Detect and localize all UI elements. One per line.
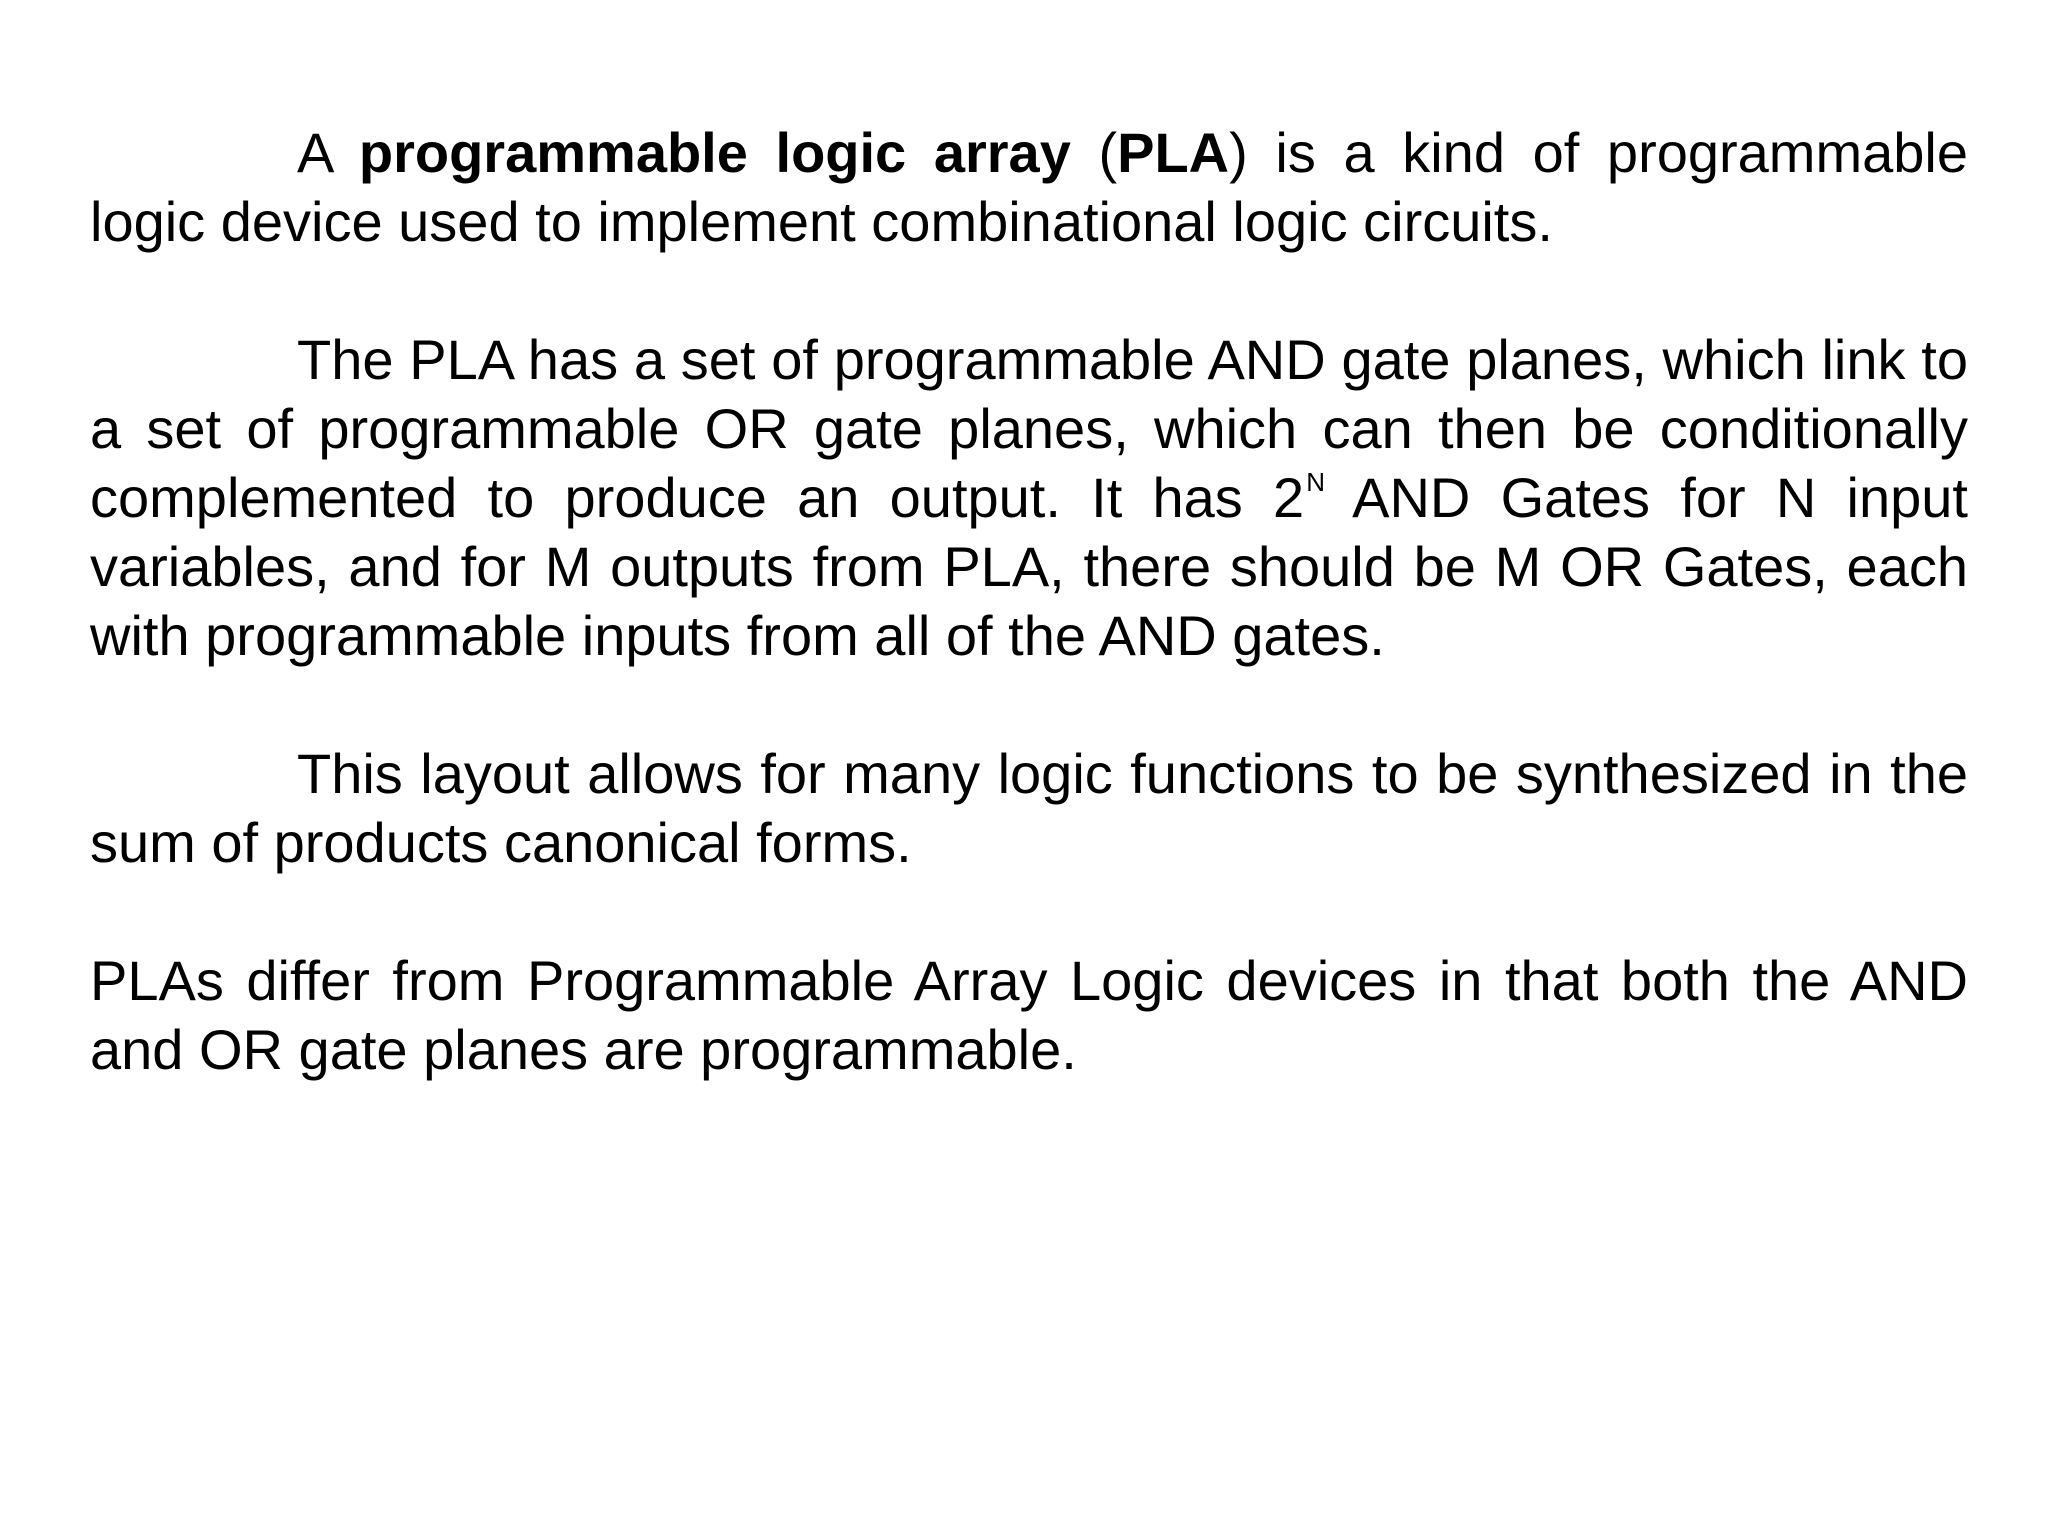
slide-body (90, 118, 1968, 1153)
term-programmable-logic-array: programmable logic array (358, 121, 1071, 184)
text-definition-rest: ) is a kind of programmable logic device used to implement combinational logic circuits. (90, 121, 1968, 253)
abbr-pla: PLA (1117, 121, 1230, 184)
paragraph-pla-vs-pal (90, 946, 1968, 1084)
superscript-n: N (1306, 467, 1325, 498)
text-paren-open: ( (1070, 121, 1118, 184)
text-structure-after: AND Gates for N input variables, and for M outputs from PLA, there should be M OR Gates, each with programmable inputs from all of the AND gates. (90, 466, 1968, 667)
text-structure-before: The PLA has a set of programmable AND gate planes, which link to a set of programmable OR gate planes, which can then be conditionally complemented to produce an output. It has 2 (90, 328, 1968, 529)
text-lead: A (297, 121, 359, 184)
text-comparison: PLAs differ from Programmable Array Logic devices in that both the AND and OR gate planes are programmable. (90, 949, 1968, 1081)
paragraph-pla-layout (90, 739, 1968, 877)
text-layout: This layout allows for many logic functions to be synthesized in the sum of products canonical forms. (90, 742, 1968, 874)
paragraph-pla-definition (90, 118, 1968, 256)
paragraph-pla-structure (90, 325, 1968, 670)
